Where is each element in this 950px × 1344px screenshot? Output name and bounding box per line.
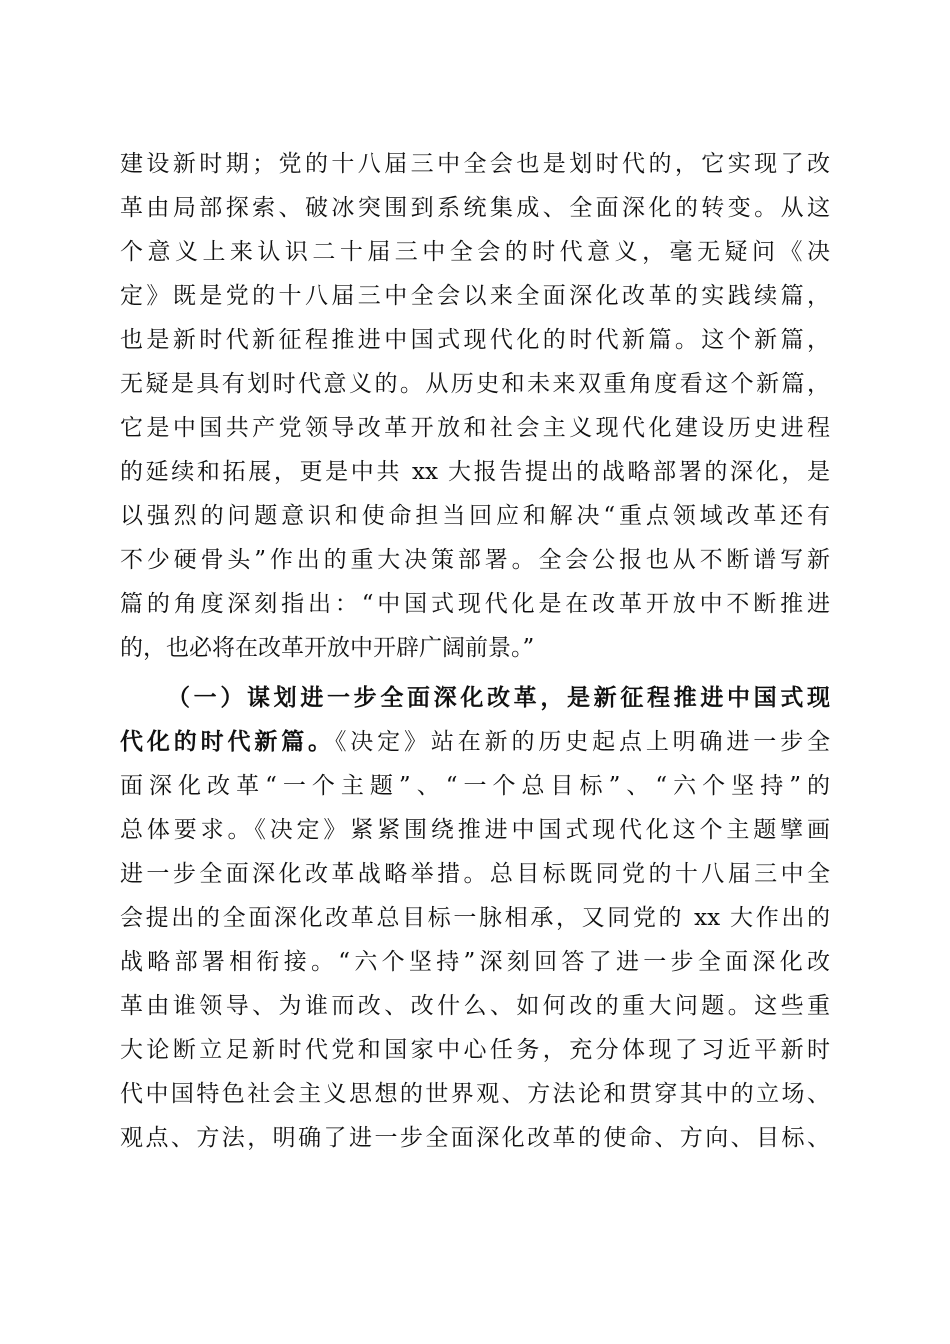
paragraph-line: 建设新时期；党的十八届三中全会也是划时代的，它实现了改 (120, 151, 830, 177)
paragraph-line: 的，也必将在改革开放中开辟广阔前景。” (120, 635, 535, 661)
section-heading-line: （一）谋划进一步全面深化改革，是新征程推进中国式现 (167, 684, 830, 711)
section-heading-end: 代化的时代新篇。 (120, 728, 335, 755)
paragraph-line: 战略部署相衔接。“六个坚持”深刻回答了进一步全面深化改 (120, 949, 830, 975)
paragraph-line: 面深化改革“一个主题”、“一个总目标”、“六个坚持”的 (120, 773, 830, 799)
paragraph-line-mixed (120, 721, 830, 763)
paragraph-line: 进一步全面深化改革战略举措。总目标既同党的十八届三中全 (120, 861, 830, 887)
paragraph-line: 大论断立足新时代党和国家中心任务，充分体现了习近平新时 (120, 1037, 830, 1063)
paragraph-line: 总体要求。《决定》紧紧围绕推进中国式现代化这个主题擘画 (120, 817, 830, 843)
paragraph-line: 个意义上来认识二十届三中全会的时代意义，毫无疑问《决 (120, 239, 830, 265)
paragraph-line: 不少硬骨头”作出的重大决策部署。全会公报也从不断谱写新 (120, 547, 830, 573)
paragraph-line: 代中国特色社会主义思想的世界观、方法论和贯穿其中的立场、 (120, 1081, 830, 1107)
paragraph-line: 它是中国共产党领导改革开放和社会主义现代化建设历史进程 (120, 415, 830, 441)
paragraph-line: 革由局部探索、破冰突围到系统集成、全面深化的转变。从这 (120, 195, 830, 221)
paragraph-line: 会提出的全面深化改革总目标一脉相承，又同党的 xx 大作出的 (120, 905, 830, 931)
paragraph-line: 观点、方法，明确了进一步全面深化改革的使命、方向、目标、 (120, 1125, 830, 1151)
paragraph-line: 革由谁领导、为谁而改、改什么、如何改的重大问题。这些重 (120, 993, 830, 1019)
paragraph-line: 也是新时代新征程推进中国式现代化的时代新篇。这个新篇， (120, 327, 830, 353)
paragraph-line: 的延续和拓展，更是中共 xx 大报告提出的战略部署的深化，是 (120, 459, 830, 485)
paragraph-line: 定》既是党的十八届三中全会以来全面深化改革的实践续篇， (120, 283, 830, 309)
paragraph-line: 无疑是具有划时代意义的。从历史和未来双重角度看这个新篇， (120, 371, 830, 397)
paragraph-line: 以强烈的问题意识和使命担当回应和解决“重点领域改革还有 (120, 503, 830, 529)
paragraph-text: 《决定》站在新的历史起点上明确进一步全 (334, 729, 831, 755)
paragraph-line: 篇的角度深刻指出：“中国式现代化是在改革开放中不断推进 (120, 591, 830, 617)
